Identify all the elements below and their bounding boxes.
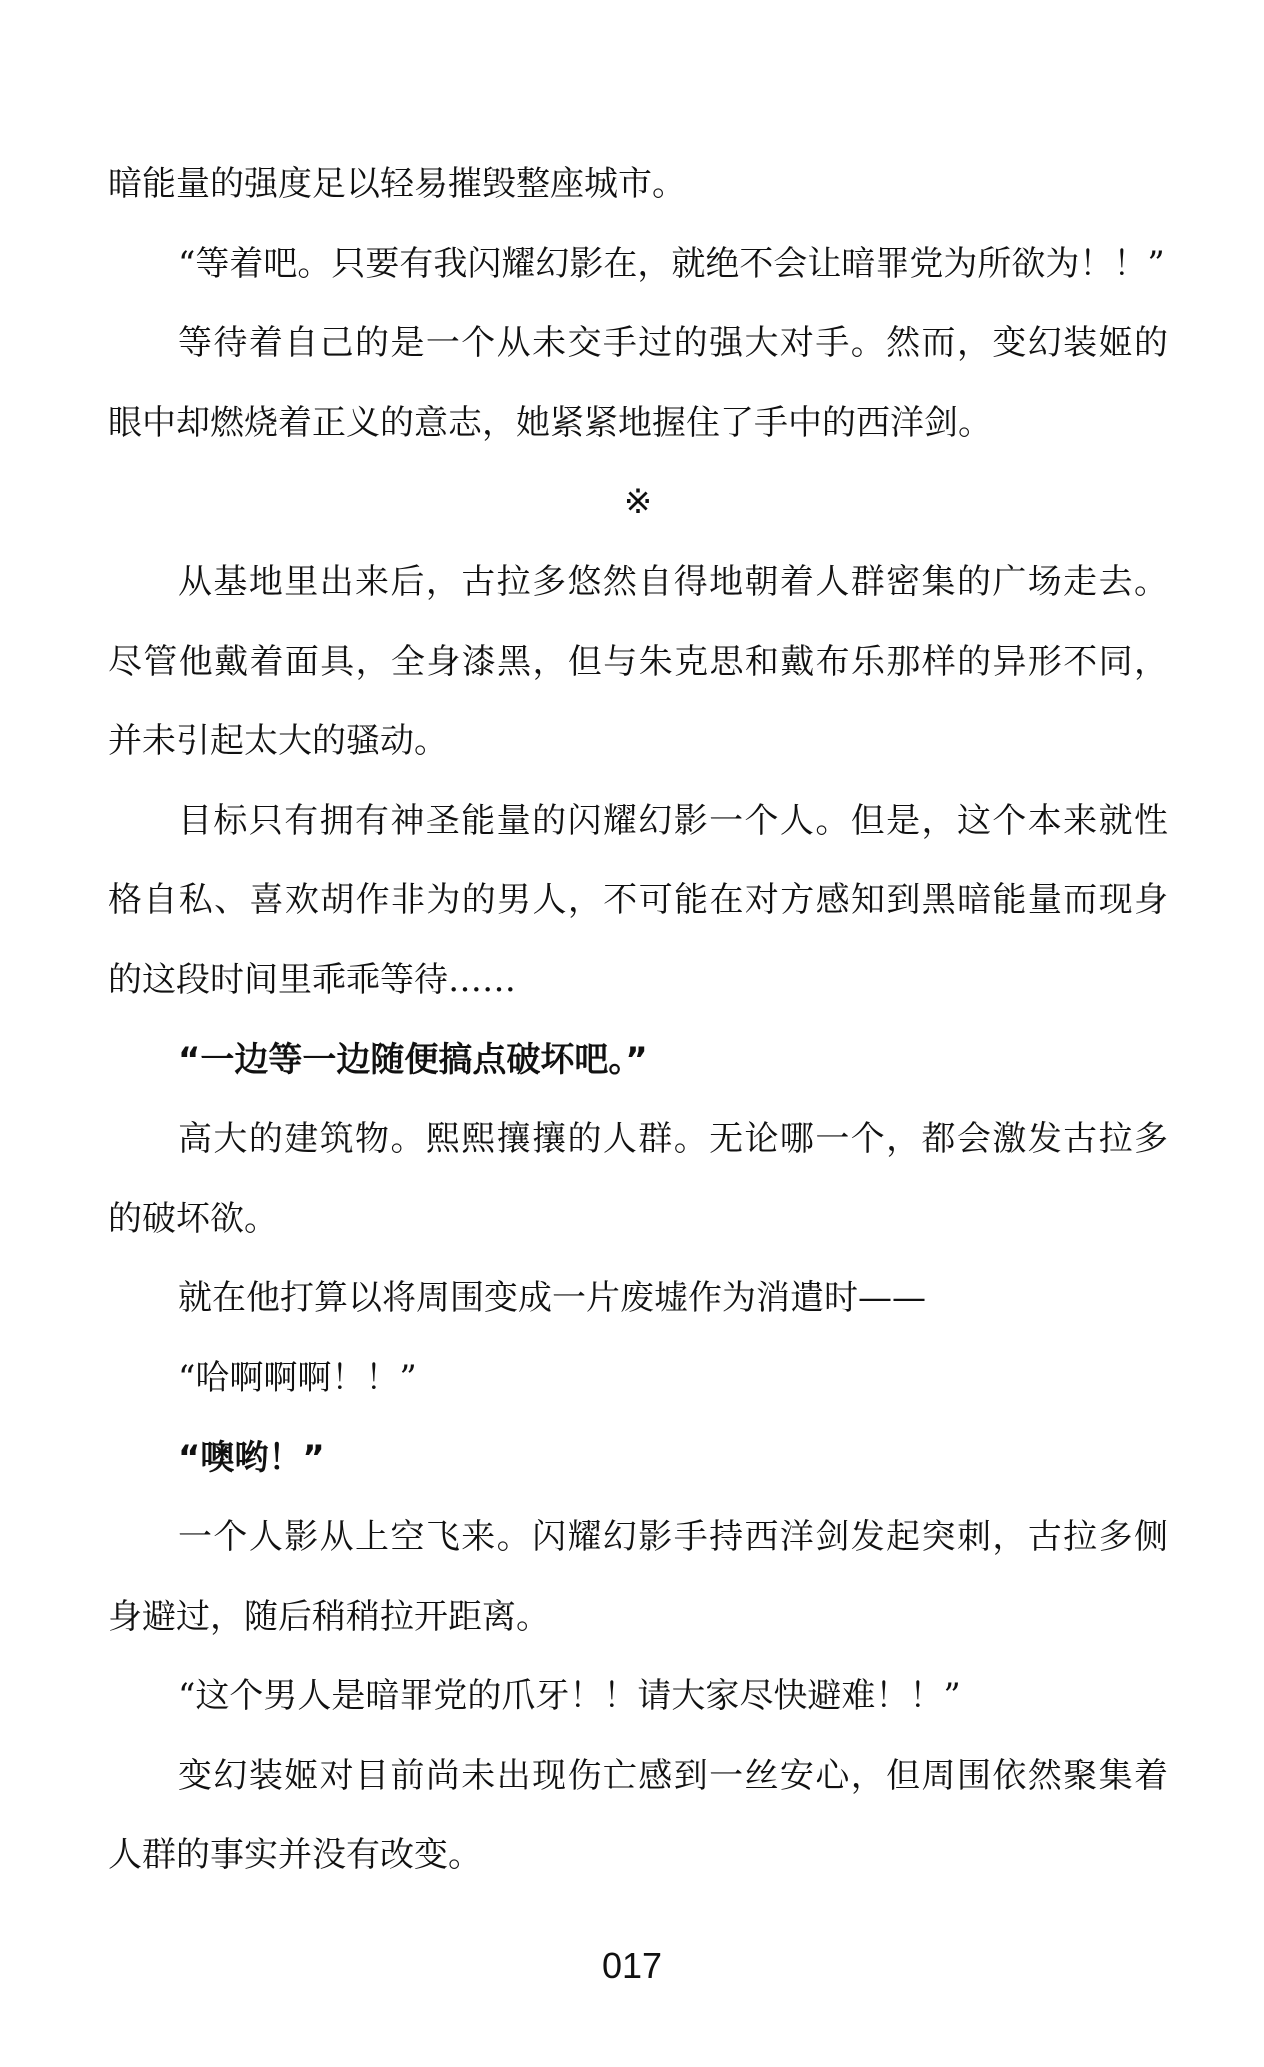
text-line: 格自私、喜欢胡作非为的男人，不可能在对方感知到黑暗能量而现身 <box>108 880 1168 921</box>
text-line: 暗能量的强度足以轻易摧毁整座城市。 <box>108 164 686 204</box>
novel-page-body <box>108 160 1168 1911</box>
text-line: 变幻装姬对目前尚未出现伤亡感到一丝安心，但周围依然聚集着 <box>178 1755 1168 1796</box>
text-line-emphasis: “一边等一边随便搞点破坏吧。” <box>178 1039 648 1080</box>
text-line: 高大的建筑物。熙熙攘攘的人群。无论哪一个，都会激发古拉多 <box>178 1119 1168 1160</box>
text-line: 目标只有拥有神圣能量的闪耀幻影一个人。但是，这个本来就性 <box>178 800 1168 841</box>
text-line: 并未引起太大的骚动。 <box>108 721 448 762</box>
text-line: 尽管他戴着面具，全身漆黑，但与朱克思和戴布乐那样的异形不同， <box>108 641 1168 682</box>
section-break-mark: ※ <box>623 482 653 523</box>
text-line: 眼中却燃烧着正义的意志，她紧紧地握住了手中的西洋剑。 <box>108 402 992 443</box>
text-line: 一个人影从上空飞来。闪耀幻影手持西洋剑发起突刺，古拉多侧 <box>178 1517 1168 1558</box>
text-line: 等待着自己的是一个从未交手过的强大对手。然而，变幻装姬的 <box>178 323 1168 364</box>
text-line: 的破坏欲。 <box>108 1198 278 1239</box>
text-line: 身避过，随后稍稍拉开距离。 <box>108 1596 550 1637</box>
page-number: 017 <box>601 1945 663 1986</box>
text-line: “等着吧。只要有我闪耀幻影在，就绝不会让暗罪党为所欲为！！” <box>178 243 1165 284</box>
text-line: “这个男人是暗罪党的爪牙！！请大家尽快避难！！” <box>178 1676 961 1717</box>
text-line: “哈啊啊啊！！” <box>178 1357 417 1398</box>
text-line: 从基地里出来后，古拉多悠然自得地朝着人群密集的广场走去。 <box>178 561 1168 602</box>
text-line-emphasis: “噢哟！” <box>178 1437 325 1478</box>
text-line: 就在他打算以将周围变成一片废墟作为消遣时—— <box>178 1278 926 1319</box>
text-line: 人群的事实并没有改变。 <box>108 1835 482 1876</box>
text-line: 的这段时间里乖乖等待…… <box>108 959 516 1000</box>
